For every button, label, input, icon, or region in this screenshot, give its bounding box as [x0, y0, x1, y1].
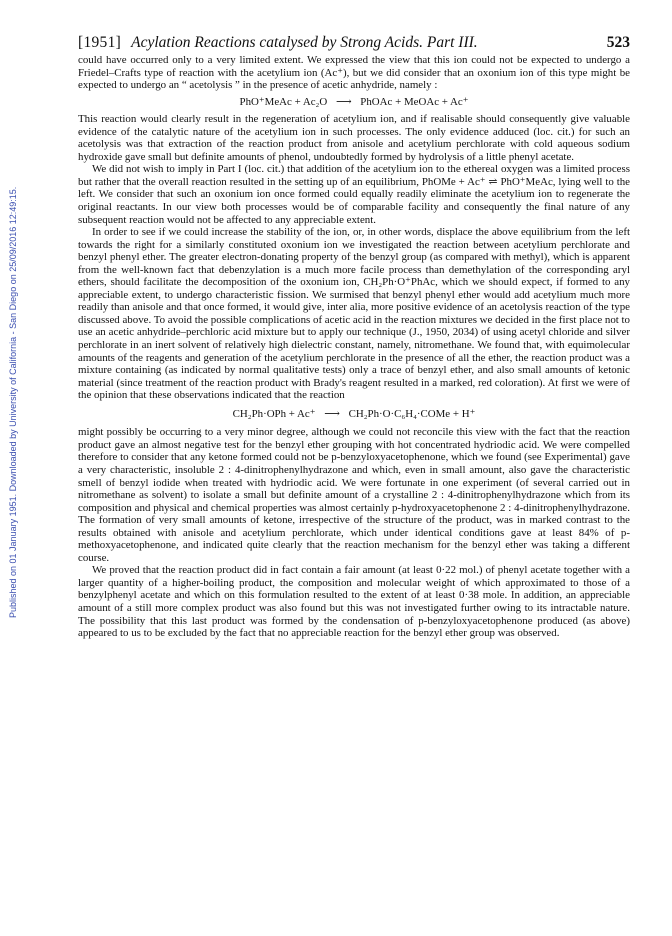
equation-benzyl-acylation [78, 408, 630, 421]
paragraph-5: might possibly be occurring to a very minor degree, although we could not reconcile this view with the fact that the reaction product gave an almost negative test for the benzyl ether grouping with hot concentrated hydriodic acid. We were compelled therefore to consider that any ketone formed could not be p-benzyloxyacetophenone, which we found (see Experimental) gave a very characteristic, insoluble 2 : 4-dinitrophenylhydrazone and which, even in small amount, also gave the characteristic smell of benzyl iodide when treated with hydriodic acid. We were fortunate in one experiment (of several carried out in nitromethane as solvent) to isolate a small but definite amount of a crystalline 2 : 4-dinitrophenylhydrazone which from its composition and physical and chemical properties was almost certainly p-hydroxyacetophenone 2 : 4-dinitrophenylhydrazone. The formation of very small amounts of ketone, irrespective of the structure of the product, was in marked contrast to the results obtained with anisole and acetylium perchlorate, which under identical conditions gave at least 84% of p-methoxyacetophenone, and indicated quite clearly that the reaction mechanism for the benzyl ether was taking a different course. [78, 426, 630, 564]
article-body [78, 54, 630, 640]
paragraph-4: In order to see if we could increase the stability of the ion, or, in other words, displace the above equilibrium from the left towards the right for a similarly constituted oxonium ion we investigated the reaction between acetylium perchlorate and benzyl phenyl ether. The greater electron-donating property of the benzyl group (as compared with methyl), which is apparent from the well-known fact that debenzylation is a much more facile process than demethylation of the corresponding aryl ethers, should facilitate the decomposition of the oxonium ion, CH₂Ph·O⁺PhAc, which we should expect, if formed to any appreciable extent, to undergo characteristic fission. We surmised that benzyl phenyl ether would add acetylium much more readily than anisole and that once formed, it would give, inter alia, more positive evidence of an acetolysis reaction of the type discussed above. To avoid the possible complications of acetic acid in the reaction mixtures we decided in the first place not to use an acetic anhydride–perchloric acid mixture but to apply our technique (J., 1950, 2034) of using acetyl chloride and silver perchlorate in an inert solvent of relatively high dielectric constant, namely, nitromethane. We found that, with equimolecular amounts of the reagents and generation of the acetylium perchlorate in the presence of all the ether, the reaction product was a mixture containing (as indicated by normal qualitative tests) only a trace of benzyl ether, and also small amounts of ketonic material (since treatment of the reaction product with Brady's reagent resulted in a marked, red coloration). At first we were of the opinion that these observations indicated that the reaction [78, 226, 630, 402]
equation-2-reactants: CH₂Ph·OPh + Ac⁺ [232, 407, 316, 420]
publication-stamp-text: Published on 01 January 1951. Downloaded by University of California - San Diego on 25/09/2016 12:49:15. [8, 186, 18, 618]
publication-stamp [6, 118, 18, 618]
header-year: [1951] [78, 34, 122, 51]
header-title: Acylation Reactions catalysed by Strong Acids. Part III. [131, 34, 478, 51]
paragraph-6: We proved that the reaction product did in fact contain a fair amount (at least 0·22 mol.) of phenyl acetate together with a larger quantity of a higher-boiling product, the composition and molecular weight of which approximated to those of a benzylphenyl acetate and which on this formulation resulted to the extent of at least 0·38 mole. In addition, an appreciable amount of a still more complex product was also found but this was not investigated further owing to its intractable nature. The possibility that this last product was formed by the condensation of p-benzyloxyacetophenone produced (as above) appeared to us to be excluded by the fact that no appreciable reaction for the benzyl ether group was observed. [78, 564, 630, 640]
page-number: 523 [606, 34, 630, 51]
journal-page [78, 34, 630, 640]
paragraph-3: We did not wish to imply in Part I (loc. cit.) that addition of the acetylium ion to the ethereal oxygen was a limited process but rather that the overall reaction resulted in the setting up of an equilibrium, PhOMe + Ac⁺ ⇌ PhO⁺MeAc, lying well to the left. We consider that such an oxonium ion once formed could equally readily eliminate the acetylium ion to regenerate the original reactants. In our view both processes would be of comparable facility and consequently the final nature of any subsequent reaction would not be affected to any appreciable extent. [78, 163, 630, 226]
equation-2-arrow: ⟶ [324, 407, 340, 420]
running-header [78, 34, 630, 52]
paragraph-2: This reaction would clearly result in the regeneration of acetylium ion, and if realisable should consequently give valuable evidence of the catalytic nature of the acetylium ion in such processes. The only evidence adduced (loc. cit.) for such an acetolysis was that extraction of the reaction product from anisole and acetylium perchlorate with cold aqueous sodium hydroxide gave small but definite amounts of phenol, undoubtedly formed by hydrolysis of a little phenyl acetate. [78, 113, 630, 163]
equation-1-products: PhOAc + MeOAc + Ac⁺ [360, 95, 469, 108]
equation-2-products: CH₂Ph·O·C₆H₄·COMe + H⁺ [348, 407, 476, 420]
equation-acetolysis [78, 96, 630, 109]
paragraph-1: could have occurred only to a very limited extent. We expressed the view that this ion could not be expected to undergo a Friedel–Crafts type of reaction with the acetylium ion (Ac⁺), but we did consider that an oxonium ion of this type might be expected to undergo an “ acetolysis ” in the presence of acetic anhydride, namely : [78, 54, 630, 92]
equation-1-arrow: ⟶ [335, 95, 352, 108]
equation-1-reactants: PhO⁺MeAc + Ac₂O [239, 95, 328, 108]
